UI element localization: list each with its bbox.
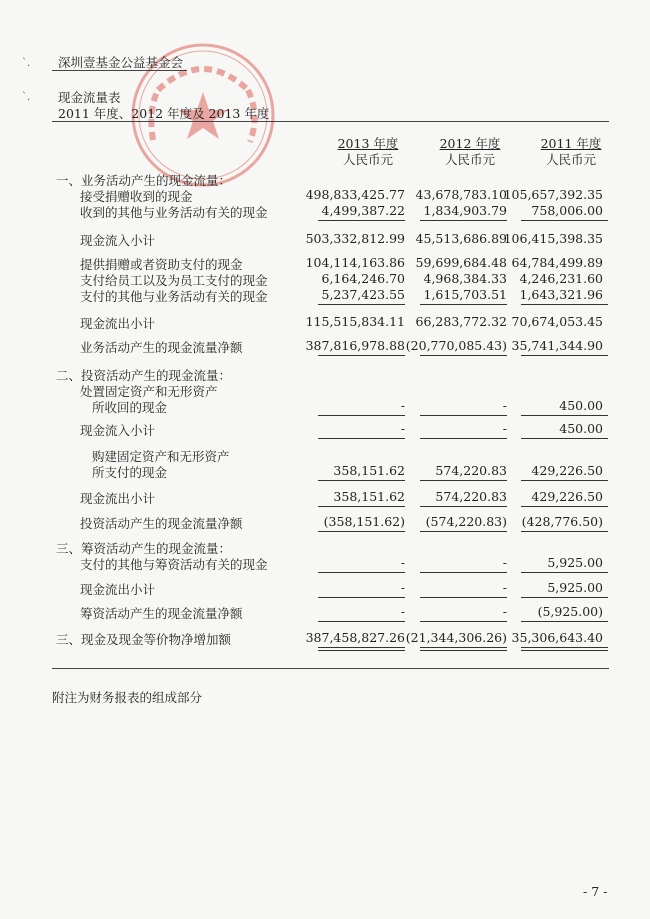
subtotal-rule: [420, 438, 507, 439]
row-value: -: [502, 421, 507, 436]
row-label: 支付的其他与筹资活动有关的现金: [80, 557, 268, 572]
table-row: [0, 489, 650, 505]
total-double-rule: [318, 647, 405, 651]
subtotal-rule: [521, 480, 608, 481]
row-value: -: [502, 398, 507, 413]
row-value: 35,306,643.40: [511, 630, 603, 645]
row-label: 现金流出小计: [80, 316, 156, 331]
statement-period: 2011 年度、2012 年度及 2013 年度: [58, 106, 270, 121]
row-label: 二、投资活动产生的现金流量：: [56, 368, 232, 383]
subtotal-rule: [420, 531, 507, 532]
table-row: [0, 203, 650, 219]
subtotal-rule: [521, 220, 608, 221]
row-label: 筹资活动产生的现金流量净额: [80, 606, 243, 621]
table-row: [0, 555, 650, 571]
row-value: 66,283,772.32: [415, 314, 507, 329]
column-header-2012: [420, 136, 520, 168]
subtotal-rule: [521, 531, 608, 532]
row-value: 45,513,686.89: [415, 231, 507, 246]
row-value: -: [502, 580, 507, 595]
subtotal-rule: [521, 621, 608, 622]
margin-mark: `.: [22, 92, 31, 103]
subtotal-rule: [420, 572, 507, 573]
subtotal-rule: [318, 220, 405, 221]
row-value: 574,220.83: [435, 489, 507, 504]
subtotal-rule: [318, 480, 405, 481]
row-value: (20,770,085.43): [405, 338, 507, 353]
subtotal-rule: [318, 304, 405, 305]
header-divider: [52, 121, 609, 122]
column-unit: 人民币元: [342, 152, 393, 167]
table-row: [0, 580, 650, 596]
subtotal-rule: [420, 415, 507, 416]
table-row: [0, 366, 650, 382]
footnote: 附注为财务报表的组成部分: [52, 690, 203, 705]
row-value: 387,816,978.88: [305, 338, 405, 353]
table-row: [0, 539, 650, 555]
subtotal-rule: [420, 355, 507, 356]
column-year: 2012 年度: [439, 136, 501, 151]
subtotal-rule: [521, 304, 608, 305]
table-row: [0, 604, 650, 620]
table-row: [0, 171, 650, 187]
row-value: 6,164,246.70: [321, 271, 405, 286]
subtotal-rule: [521, 572, 608, 573]
total-double-rule: [521, 647, 608, 651]
column-header-2011: [521, 136, 621, 168]
row-label: 现金流入小计: [80, 233, 156, 248]
subtotal-rule: [318, 572, 405, 573]
row-value: (428,776.50): [521, 514, 603, 529]
row-label: 一、业务活动产生的现金流量：: [56, 173, 232, 188]
row-value: 1,834,903.79: [423, 203, 507, 218]
column-header-2013: [318, 136, 418, 168]
row-value: -: [400, 555, 405, 570]
table-row: [0, 630, 650, 646]
subtotal-rule: [318, 438, 405, 439]
row-value: 105,657,392.35: [503, 187, 603, 202]
row-value: 5,237,423.55: [321, 287, 405, 302]
row-label: 三、现金及现金等价物净增加额: [56, 632, 232, 647]
table-row: [0, 338, 650, 354]
row-value: -: [400, 421, 405, 436]
row-label: 投资活动产生的现金流量净额: [80, 516, 243, 531]
subtotal-rule: [521, 506, 608, 507]
row-value: -: [400, 604, 405, 619]
row-value: 758,006.00: [531, 203, 603, 218]
row-value: 498,833,425.77: [305, 187, 405, 202]
row-value: -: [502, 604, 507, 619]
row-value: -: [400, 580, 405, 595]
subtotal-rule: [318, 597, 405, 598]
row-value: 1,643,321.96: [519, 287, 603, 302]
table-row: [0, 287, 650, 303]
row-value: 429,226.50: [531, 489, 603, 504]
table-row: [0, 271, 650, 287]
subtotal-rule: [318, 621, 405, 622]
column-year: 2013 年度: [337, 136, 399, 151]
row-label: 支付的其他与业务活动有关的现金: [80, 289, 268, 304]
row-value: (5,925.00): [537, 604, 603, 619]
subtotal-rule: [318, 506, 405, 507]
divider: [52, 70, 187, 71]
row-value: 503,332,812.99: [305, 231, 405, 246]
row-value: 104,114,163.86: [305, 255, 405, 270]
row-value: 59,699,684.48: [415, 255, 507, 270]
table-row: [0, 314, 650, 330]
row-value: 70,674,053.45: [511, 314, 603, 329]
page-number: - 7 -: [583, 884, 608, 899]
table-row: [0, 231, 650, 247]
row-label: 处置固定资产和无形资产: [80, 384, 218, 399]
row-value: 5,925.00: [547, 580, 603, 595]
row-value: 429,226.50: [531, 463, 603, 478]
row-value: 35,741,344.90: [511, 338, 603, 353]
row-value: 64,784,499.89: [511, 255, 603, 270]
subtotal-rule: [521, 415, 608, 416]
row-label: 现金流出小计: [80, 582, 156, 597]
table-row: [0, 382, 650, 398]
row-value: 574,220.83: [435, 463, 507, 478]
row-label: 收到的其他与业务活动有关的现金: [80, 205, 268, 220]
row-label: 所收回的现金: [92, 400, 168, 415]
row-value: 106,415,398.35: [503, 231, 603, 246]
subtotal-rule: [521, 355, 608, 356]
row-value: 1,615,703.51: [423, 287, 507, 302]
column-year: 2011 年度: [540, 136, 602, 151]
total-double-rule: [420, 647, 507, 651]
row-label: 提供捐赠或者资助支付的现金: [80, 257, 243, 272]
subtotal-rule: [420, 480, 507, 481]
margin-mark: `.: [22, 58, 31, 69]
table-row: [0, 398, 650, 414]
row-value: 43,678,783.10: [415, 187, 507, 202]
row-value: (358,151.62): [323, 514, 405, 529]
row-value: 115,515,834.11: [305, 314, 405, 329]
subtotal-rule: [521, 597, 608, 598]
subtotal-rule: [521, 438, 608, 439]
row-label: 现金流入小计: [80, 423, 156, 438]
row-value: 450.00: [559, 421, 603, 436]
statement-title: 现金流量表: [58, 90, 121, 105]
subtotal-rule: [420, 597, 507, 598]
row-label: 三、筹资活动产生的现金流量：: [56, 541, 232, 556]
subtotal-rule: [420, 506, 507, 507]
subtotal-rule: [318, 415, 405, 416]
row-value: 4,499,387.22: [321, 203, 405, 218]
table-row: [0, 187, 650, 203]
row-label: 接受捐赠收到的现金: [80, 189, 193, 204]
subtotal-rule: [420, 621, 507, 622]
row-value: 4,246,231.60: [519, 271, 603, 286]
row-value: -: [502, 555, 507, 570]
subtotal-rule: [318, 355, 405, 356]
table-row: [0, 514, 650, 530]
subtotal-rule: [420, 304, 507, 305]
row-value: 4,968,384.33: [423, 271, 507, 286]
row-label: 业务活动产生的现金流量净额: [80, 340, 243, 355]
row-value: -: [400, 398, 405, 413]
footer-divider: [52, 668, 609, 669]
row-label: 现金流出小计: [80, 491, 156, 506]
row-value: 450.00: [559, 398, 603, 413]
row-label: 支付给员工以及为员工支付的现金: [80, 273, 268, 288]
row-value: (574,220.83): [425, 514, 507, 529]
row-label: 所支付的现金: [92, 465, 168, 480]
row-value: 358,151.62: [333, 463, 405, 478]
column-unit: 人民币元: [545, 152, 596, 167]
row-label: 购建固定资产和无形资产: [92, 449, 230, 464]
row-value: 358,151.62: [333, 489, 405, 504]
table-row: [0, 447, 650, 463]
table-row: [0, 463, 650, 479]
table-row: [0, 421, 650, 437]
row-value: 387,458,827.26: [305, 630, 405, 645]
organization-name: 深圳壹基金公益基金会: [58, 55, 184, 70]
subtotal-rule: [318, 531, 405, 532]
subtotal-rule: [420, 220, 507, 221]
table-row: [0, 255, 650, 271]
column-unit: 人民币元: [444, 152, 495, 167]
row-value: (21,344,306.26): [405, 630, 507, 645]
row-value: 5,925.00: [547, 555, 603, 570]
